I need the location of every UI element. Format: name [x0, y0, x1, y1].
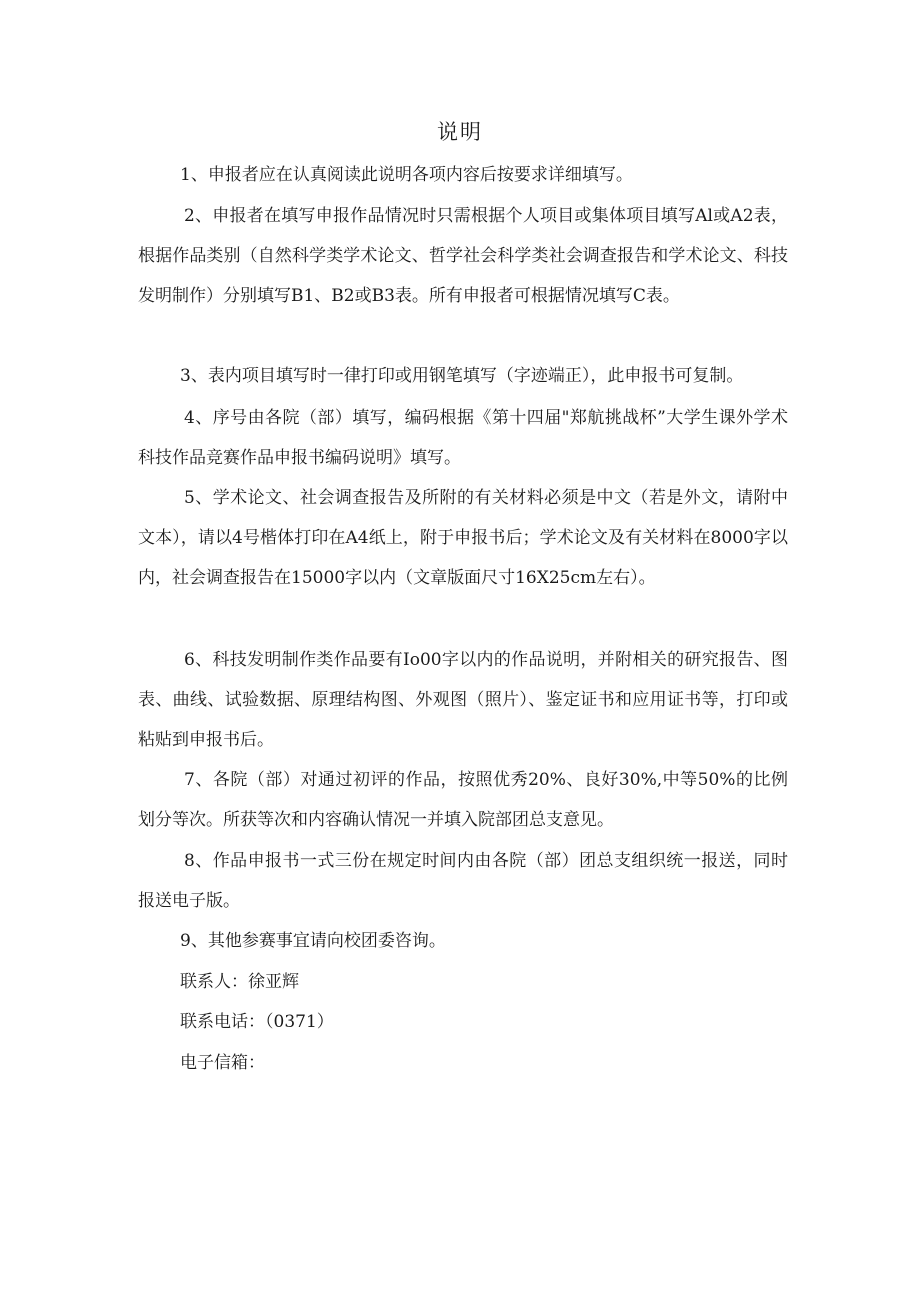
contact-phone: 联系电话：（0371）	[180, 1012, 334, 1032]
contact-person: 联系人：徐亚辉	[180, 972, 299, 992]
paragraph-7: 7、各院（部）对通过初评的作品，按照优秀20%、良好30%,中等50%的比例划分等次。所获等次和内容确认情况一并填入院部团总支意见。	[138, 770, 788, 830]
paragraph-8: 8、作品申报书一式三份在规定时间内由各院（部）团总支组织统一报送，同时报送电子版。	[138, 851, 788, 911]
contact-email: 电子信箱：	[180, 1053, 265, 1073]
paragraph-5: 5、学术论文、社会调查报告及所附的有关材料必须是中文（若是外文，请附中文本），请以4号楷体打印在A4纸上，附于申报书后；学术论文及有关材料在8000字以内，社会调查报告在15000字以内（文章版面尺寸16X25cm左右）。	[138, 488, 788, 588]
page-title: 说明	[437, 120, 483, 144]
paragraph-9: 9、其他参赛事宜请向校团委咨询。	[180, 931, 446, 951]
paragraph-1: 1、申报者应在认真阅读此说明各项内容后按要求详细填写。	[180, 165, 633, 185]
paragraph-6: 6、科技发明制作类作品要有Io00字以内的作品说明，并附相关的研究报告、图表、曲线、试验数据、原理结构图、外观图（照片）、鉴定证书和应用证书等，打印或粘贴到申报书后。	[138, 650, 788, 750]
paragraph-2: 2、申报者在填写申报作品情况时只需根据个人项目或集体项目填写Al或A2表，根据作品类别（自然科学类学术论文、哲学社会科学类社会调查报告和学术论文、科技发明制作）分别填写B1、B2或B3表。所有申报者可根据情况填写C表。	[138, 206, 788, 306]
paragraph-3: 3、表内项目填写时一律打印或用钢笔填写（字迹端正），此申报书可复制。	[180, 366, 744, 386]
paragraph-4: 4、序号由各院（部）填写，编码根据《第十四届"郑航挑战杯”大学生课外学术科技作品竞赛作品申报书编码说明》填写。	[138, 408, 788, 468]
